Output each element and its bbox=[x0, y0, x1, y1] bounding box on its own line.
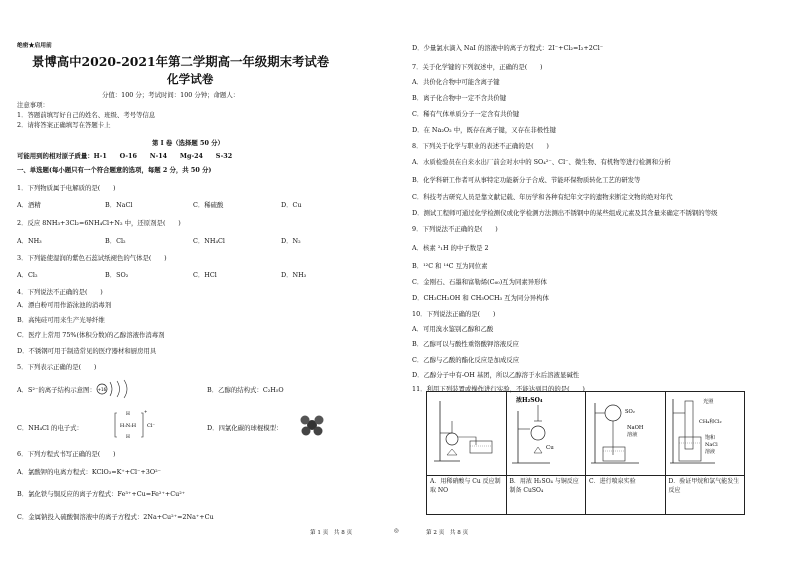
ccl4-ball-stick-model-figure bbox=[300, 414, 324, 436]
caption-a: A．用稀硝酸与 Cu 反应制取 NO bbox=[427, 476, 507, 515]
confidential-mark: 绝密★启用前 bbox=[17, 43, 52, 49]
apparatus-b-figure bbox=[510, 393, 580, 469]
q2-options bbox=[17, 237, 369, 245]
caption-c: C．进行喷泉实验 bbox=[586, 476, 666, 515]
apparatus-d-cell bbox=[665, 392, 745, 476]
apparatus-b-cell bbox=[506, 392, 586, 476]
q9-option-d: D．CH₃CH₂OH 和 CH₃OCH₃ 互为同分异构体 bbox=[412, 294, 549, 302]
apparatus-d-light-label: 光照 bbox=[702, 399, 713, 405]
q9-option-a: A．核素 ²₁H 的中子数是 2 bbox=[412, 244, 489, 252]
q1-option-b: B．NaCl bbox=[105, 201, 133, 209]
q3-option-b: B．SO₂ bbox=[105, 271, 129, 279]
section-title: 第 I 卷（选择题 50 分） bbox=[152, 139, 224, 147]
apparatus-c-figure bbox=[589, 393, 661, 469]
q10-stem: 10．下列说法正确的是( ) bbox=[412, 310, 496, 318]
q8-option-d: D．测试工程师可通过化学检测仪或化学检测方法测出不锈钢中的某些组成元素及其含量来确定不锈钢的等级 bbox=[412, 209, 718, 217]
q6-option-c: C．金属钠投入硫酸铜溶液中的离子方程式：2Na+Cu²⁺=2Na⁺+Cu bbox=[17, 513, 214, 521]
q6-option-d: D．少量氯水滴入 NaI 的溶液中的离子方程式：2I⁻+Cl₂=I₂+2Cl⁻ bbox=[412, 44, 604, 52]
caption-d: D．验证甲烷和氯气能发生反应 bbox=[665, 476, 745, 515]
q7-option-a: A．共价化合物中可能含离子键 bbox=[412, 78, 500, 86]
apparatus-b-cu-label: Cu bbox=[545, 445, 554, 451]
q1-option-c: C．稀硫酸 bbox=[193, 201, 224, 209]
svg-text:+: + bbox=[144, 409, 148, 414]
exam-meta: 分值：100 分；考试时间：100 分钟；命题人： bbox=[102, 91, 240, 99]
q7-option-b: B．离子化合物中一定不含共价键 bbox=[412, 94, 507, 102]
q8-option-c: C．科技考古研究人员是靠文献记载、年历学和各种有纪年文字的遗物来断定文物的绝对年代 bbox=[412, 193, 673, 201]
caption-b: B．用浓 H₂SO₄ 与铜反应制备 CuSO₄ bbox=[506, 476, 586, 515]
apparatus-c-so2-label: SO₂ bbox=[625, 409, 635, 415]
q6-option-b: B．氯化铁与铜反应的离子方程式：Fe³⁺+Cu=Fe²⁺+Cu²⁺ bbox=[17, 490, 186, 498]
q5-option-a: A．S²⁻的离子结构示意图： bbox=[17, 386, 96, 394]
note-1: 1．答题前填写好自己的姓名、班级、考号等信息 bbox=[17, 111, 156, 119]
ammonium-chloride-electron-formula-figure bbox=[113, 407, 157, 443]
q3-options bbox=[17, 271, 369, 279]
q2-stem: 2．反应 8NH₃+3Cl₂=6NH₄Cl+N₂ 中，还原剂是( ) bbox=[17, 219, 181, 227]
q7-option-d: D．在 Na₂O₂ 中，既存在离子键，又存在非极性键 bbox=[412, 126, 556, 134]
q3-option-a: A．Cl₂ bbox=[17, 271, 38, 279]
apparatus-d-solution-label: 溶液 bbox=[704, 449, 715, 455]
q6-stem: 6．下列方程式书写正确的是( ) bbox=[17, 450, 116, 458]
q5-option-b: B．乙醇的结构式：C₂H₅O bbox=[207, 386, 284, 394]
q4-stem: 4．下列说法不正确的是( ) bbox=[17, 288, 103, 296]
q4-option-c: C．医疗上常用 75%(体积分数)的乙醇溶液作消毒剂 bbox=[17, 331, 165, 339]
q8-option-b: B．化学科研工作者可从事特定功能新分子合成、节能环保物质转化工艺的研发等 bbox=[412, 176, 641, 184]
q4-option-d: D．不锈钢可用于制造常见的医疗器材和厨房用具 bbox=[17, 347, 157, 355]
q1-option-a: A．酒精 bbox=[17, 201, 41, 209]
exam-subject: 化学试卷 bbox=[167, 72, 214, 86]
q7-option-c: C．稀有气体单质分子一定含有共价键 bbox=[412, 110, 520, 118]
exam-title: 景博高中2020-2021年第二学期高一年级期末考试卷 bbox=[32, 54, 330, 69]
page-number-left: 第 1 页 共 8 页 bbox=[310, 530, 353, 536]
q6-option-a: A．氯酸钾的电离方程式：KClO₃=K⁺+Cl⁻+3O²⁻ bbox=[17, 468, 162, 476]
q10-option-c: C．乙醇与乙酸的酯化反应是加成反应 bbox=[412, 356, 520, 364]
apparatus-c-solution-label: 溶液 bbox=[627, 432, 638, 438]
page-number-right: 第 2 页 共 8 页 bbox=[426, 530, 469, 536]
right-column bbox=[412, 0, 792, 545]
q1-options bbox=[17, 201, 369, 209]
q9-option-b: B．¹²C 和 ¹⁴C 互为同位素 bbox=[412, 262, 488, 270]
q10-option-b: B．乙醇可以与酸性重铬酸钾溶液反应 bbox=[412, 340, 519, 348]
sulfide-ion-structure-figure bbox=[95, 378, 135, 400]
q3-stem: 3．下列能使湿润的紫色石蕊试纸褪色的气体是( ) bbox=[17, 254, 167, 262]
apparatus-d-nacl-label: NaCl bbox=[704, 442, 718, 448]
q3-option-d: D．NH₃ bbox=[281, 271, 307, 279]
q8-option-a: A．水质检验员在自来水出厂前会对水中的 SO₄²⁻、Cl⁻、微生物、有机物等进行检测和分析 bbox=[412, 158, 671, 166]
q2-option-a: A．NH₃ bbox=[17, 237, 42, 245]
q2-option-d: D．N₂ bbox=[281, 237, 301, 245]
svg-text:H: H bbox=[126, 412, 130, 417]
left-column bbox=[17, 0, 397, 545]
apparatus-d-saturated-label: 饱和 bbox=[704, 435, 715, 441]
q11-apparatus-table bbox=[426, 391, 745, 515]
q1-option-d: D．Cu bbox=[281, 201, 302, 209]
q2-option-c: C．NH₄Cl bbox=[193, 237, 225, 245]
q9-stem: 9．下列说法不正确的是( ) bbox=[412, 225, 498, 233]
apparatus-b-acid-label: 浓H₂SO₄ bbox=[515, 397, 542, 404]
q7-stem: 7．关于化学键的下列叙述中，正确的是( ) bbox=[412, 63, 543, 71]
note-2: 2．请将答案正确填写在答题卡上 bbox=[17, 121, 111, 129]
svg-text:H:N:H: H:N:H bbox=[119, 423, 137, 429]
q10-option-a: A．可用溴水鉴别乙醇和乙酸 bbox=[412, 325, 494, 333]
svg-text:H: H bbox=[126, 435, 130, 440]
q9-option-c: C．金刚石、石墨和富勒烯(C₆₀)互为同素异形体 bbox=[412, 278, 547, 286]
q4-option-b: B．高纯硅可用来生产光导纤维 bbox=[17, 316, 105, 324]
atomic-masses: 可能用到的相对原子质量：H-1 O-16 N-14 Mg-24 S-32 bbox=[17, 152, 233, 160]
q4-option-a: A．漂白粉可用作游泳池的消毒剂 bbox=[17, 301, 112, 309]
q11-stem: 11．利用下列装置或操作进行实验，不能达到目的的是( ) bbox=[412, 385, 585, 393]
q5-option-d: D．四氯化碳的球棍模型： bbox=[207, 424, 283, 432]
apparatus-c-cell bbox=[586, 392, 666, 476]
apparatus-d-figure bbox=[669, 393, 741, 469]
apparatus-a-cell bbox=[427, 392, 507, 476]
q10-option-d: D．乙醇分子中有-OH 基团，所以乙醇溶于水后溶液显碱性 bbox=[412, 371, 580, 379]
q5-option-c: C．NH₄Cl 的电子式： bbox=[17, 424, 83, 432]
q1-stem: 1．下列物质属于电解质的是( ) bbox=[17, 184, 116, 192]
q3-option-c: C．HCl bbox=[193, 271, 217, 279]
part1-heading: 一、单选题(每小题只有一个符合题意的选项，每题 2 分，共 50 分) bbox=[17, 166, 212, 174]
apparatus-a-figure bbox=[430, 393, 500, 469]
q8-stem: 8．下列关于化学与职业的表述不正确的是( ) bbox=[412, 142, 549, 150]
q2-option-b: B．Cl₂ bbox=[105, 237, 126, 245]
notes-title: 注意事项： bbox=[17, 101, 49, 109]
apparatus-c-naoh-label: NaOH bbox=[627, 425, 644, 431]
svg-text:Cl⁻: Cl⁻ bbox=[147, 423, 156, 429]
apparatus-d-gas-label: CH₄和Cl₂ bbox=[698, 419, 722, 425]
q5-stem: 5．下列表示正确的是( ) bbox=[17, 363, 97, 371]
footer-mark: ◎ bbox=[394, 528, 399, 534]
svg-text:+16: +16 bbox=[97, 387, 107, 392]
